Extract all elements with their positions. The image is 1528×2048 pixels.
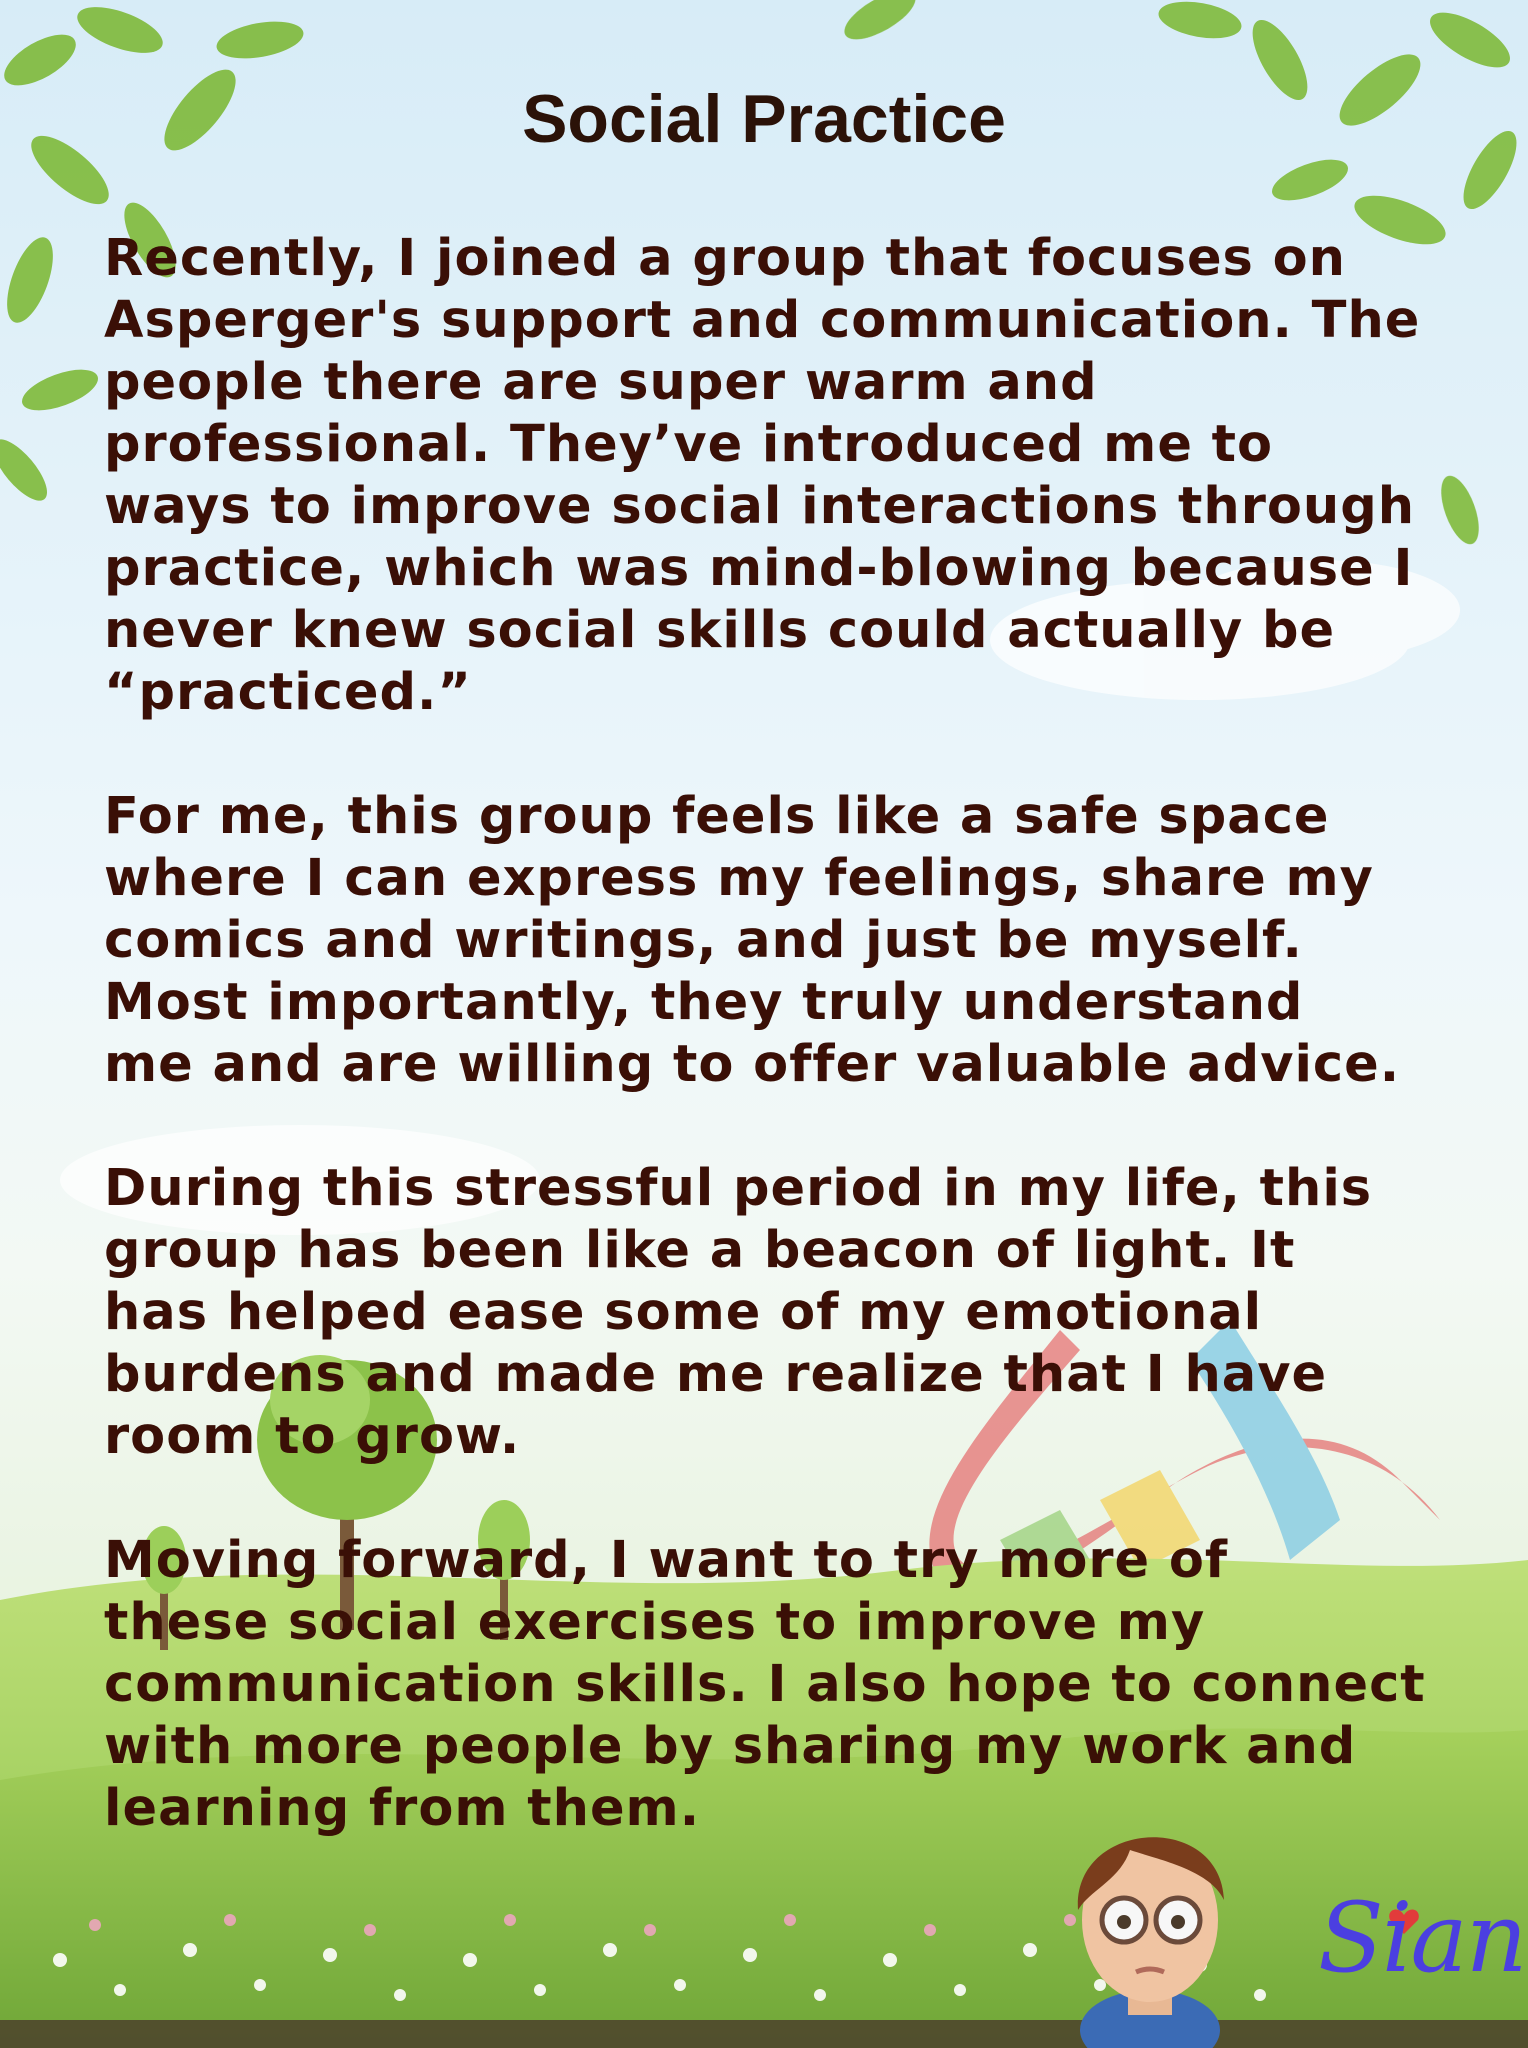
paragraph-3 [104, 1158, 1474, 1468]
text-line: where I can express my feelings, share my [104, 849, 1374, 908]
text-line: During this stressful period in my life, this [104, 1159, 1373, 1218]
text-line: Asperger's support and communication. The [104, 291, 1421, 350]
page-title: Social Practice [522, 81, 1006, 157]
paragraph-1 [104, 228, 1474, 724]
text-line: has helped ease some of my emotional [104, 1283, 1263, 1342]
text-line: people there are super warm and [104, 353, 1098, 412]
text-line: never knew social skills could actually be [104, 601, 1336, 660]
text-line: Moving forward, I want to try more of [104, 1531, 1229, 1590]
text-line: comics and writings, and just be myself. [104, 911, 1303, 970]
text-line: ways to improve social interactions through [104, 477, 1416, 536]
paragraph-4 [104, 1530, 1474, 1840]
text-line: group has been like a beacon of light. It [104, 1221, 1296, 1280]
text-line: Most importantly, they truly understand [104, 973, 1304, 1032]
text-line: Recently, I joined a group that focuses on [104, 229, 1346, 288]
text-line: “practiced.” [104, 663, 472, 722]
text-line: practice, which was mind-blowing because I [104, 539, 1414, 598]
text-line: room to grow. [104, 1407, 521, 1466]
text-line: these social exercises to improve my [104, 1593, 1206, 1652]
text-line: communication skills. I also hope to connect [104, 1655, 1426, 1714]
text-line: professional. They’ve introduced me to [104, 415, 1274, 474]
text-line: with more people by sharing my work and [104, 1717, 1357, 1776]
paragraph-2 [104, 786, 1474, 1096]
text-line: burdens and made me realize that I have [104, 1345, 1328, 1404]
text-line: learning from them. [104, 1779, 701, 1838]
text-line: For me, this group feels like a safe space [104, 787, 1330, 846]
text-line: me and are willing to offer valuable advice. [104, 1035, 1401, 1094]
story-text [104, 228, 1474, 1902]
signature: Sian [1318, 1882, 1526, 1994]
